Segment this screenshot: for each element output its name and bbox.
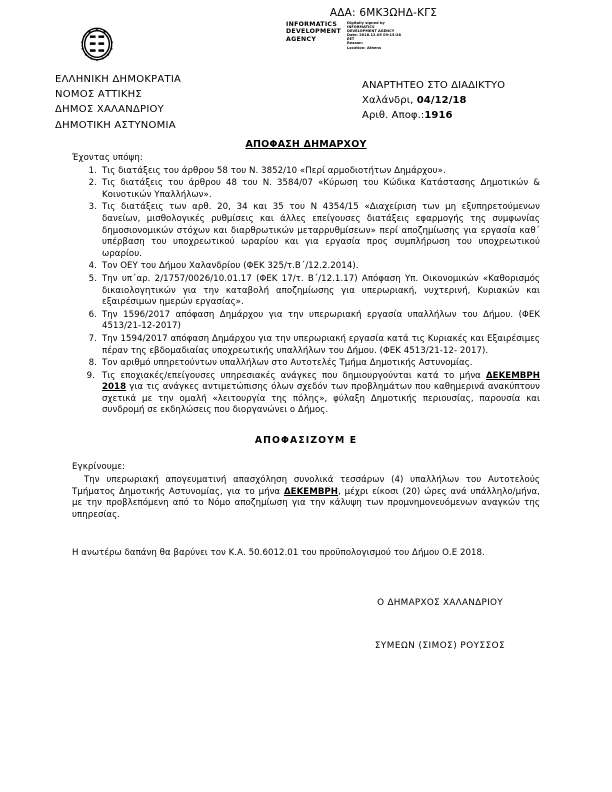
grounds-item-part1: Τις εποχιακές/επείγουσες υπηρεσιακές ανάγκες που δημιουργούνται κατά το μήνα [102, 370, 486, 381]
grounds-item: Την 1594/2017 απόφαση Δημάρχου για την υπερωριακή εργασία κατά τις Κυριακές και Εξαιρέσιμες πέραν της εβδομαδιαίας υποχρεωτικής υπαλλήλων του Δήμου. (ΦΕΚ 4513/21-12- 2017). [102, 333, 540, 356]
signature-line-6: Location: Athens [347, 45, 382, 50]
greek-coat-of-arms-icon [78, 24, 116, 64]
letterhead-line-municipality: ΔΗΜΟΣ ΧΑΛΑΝΔΡΙΟΥ [55, 104, 165, 116]
place-and-date [362, 93, 505, 108]
approve-lead: Εγκρίνουμε: [72, 461, 126, 472]
decision-body [72, 475, 540, 521]
decision-number-value: 1916 [424, 110, 453, 122]
signature-details [347, 21, 421, 50]
grounds-list [72, 166, 540, 417]
signature-line-4: EET [347, 37, 355, 42]
signer-role: Ο ΔΗΜΑΡΧΟΣ ΧΑΛΑΝΔΡΙΟΥ [377, 598, 503, 608]
document-meta [362, 78, 505, 124]
grounds-item-highlight-month: ΔΕΚΕΜΒΡΗ 2018 [102, 370, 540, 393]
digital-signature-stamp [286, 21, 421, 50]
signer-name: ΣΥΜΕΩΝ (ΣΙΜΟΣ) ΡΟΥΣΣΟΣ [374, 641, 506, 651]
document-body [72, 153, 540, 559]
grounds-item: Τις διατάξεις των αρθ. 20, 34 και 35 του Ν 4354/15 «Διαχείριση των μη εξυπηρετούμενων δανείων, μισθολογικές ρυθμίσεις και άλλες επείγουσες διατάξεις εφαρμογής της συμφωνίας δημοσιονομικών στόχων και διαρθρωτικών μεταρρυθμίσεων» περί αποζημίωσης για εργασία καθ´ υπέρβαση του υποχρεωτικού ωραρίου και για εργασία προς συμπλήρωση του υποχρεωτικού ωραρίου. [102, 202, 540, 259]
signature-line-3: Date: 2018.12.05 09:15:28 [347, 33, 401, 38]
signature-line-5: Reason: [347, 41, 364, 46]
grounds-item: Τον αριθμό υπηρετούντων υπαλλήλων στο Αυτοτελές Τμήμα Δημοτικής Αστυνομίας. [102, 358, 473, 369]
letterhead-line-country: ΕΛΛΗΝΙΚΗ ΔΗΜΟΚΡΑΤΙΑ [55, 74, 182, 85]
letterhead-line-prefecture: ΝΟΜΟΣ ΑΤΤΙΚΗΣ [55, 89, 142, 101]
grounds-item: Τον ΟΕΥ του Δήμου Χαλανδρίου (ΦΕΚ 325/τ.Β´/12.2.2014). [102, 261, 359, 272]
signature-line-0: Digitally signed by [347, 21, 385, 25]
grounds-item: Την υπ´αρ. 2/1757/0026/10.01.17 (ΦΕΚ 17/τ. Β´/12.1.17) Απόφαση Υπ. Οικονομικών «Καθορισμός δικαιολογητικών για την καταβολή αποζημίωσης για υπερωριακή, νυχτερινή, Κυριακών και εξαιρέσιμων ημερών εργασίας». [102, 273, 540, 308]
document-date: 04/12/18 [416, 95, 467, 107]
grounds-item [102, 371, 540, 417]
signature-agency-name: INFORMATICS DEVELOPMENT AGENCY [286, 21, 341, 43]
decision-body-part2: , μέχρι είκοσι (20) ώρες ανά υπάλληλο/μήνα, με την προβλεπόμενη από το Νόμο αποζημίωση για την κάλυψη των προμνημονευόμενων αναγκών της υπηρεσίας. [72, 486, 540, 521]
decision-number-label: Αριθ. Αποφ.: [362, 110, 425, 122]
decision-body-part1: Την υπερωριακή απογευματινή απασχόληση συνολικά τεσσάρων (4) υπαλλήλων του Αυτοτελούς Τμήματος Δημοτικής Αστυνομίας, για το μήνα [72, 475, 540, 497]
page-title [0, 139, 612, 150]
budget-statement: Η ανωτέρω δαπάνη θα βαρύνει τον Κ.Α. 50.6012.01 του προϋπολογισμού του Δήμου Ο.Ε 2018. [72, 547, 485, 558]
page-title-text: ΑΠΟΦΑΣΗ ΔΗΜΑΡΧΟΥ [245, 139, 367, 150]
grounds-item: Τις διατάξεις του άρθρου 48 του Ν. 3584/07 «Κύρωση του Κώδικα Κατάστασης Δημοτικών & Κοινοτικών Υπαλλήλων». [102, 178, 540, 200]
letterhead [55, 72, 181, 133]
grounds-item-part2: για τις ανάγκες αντιμετώπισης όλων σχεδόν των προβλημάτων που καθημερινά ανακύπτουν σχετικά με την ομαλή «λειτουργία της πόλης», φύλαξη Δημοτικής περιουσίας, παρουσία και συνδρομή σε εκδηλώσεις που διοργανώνει ο Δήμος. [102, 382, 540, 416]
decision-number-line [362, 108, 505, 123]
decision-highlight-month: ΔΕΚΕΜΒΡΗ [283, 486, 339, 497]
place-label: Χαλάνδρι, [362, 95, 414, 107]
signature-block [300, 598, 580, 651]
ada-code: ΑΔΑ: 6ΜΚ3ΩΗΔ-ΚΓΣ [329, 7, 438, 19]
grounds-item: Την 1596/2017 απόφαση Δημάρχου για την υπερωριακή εργασία υπαλλήλων του Δήμου. (ΦΕΚ 4513/21-12-2017) [102, 309, 540, 332]
letterhead-line-department: ΔΗΜΟΤΙΚΗ ΑΣΤΥΝΟΜΙΑ [55, 119, 176, 131]
decision-heading: ΑΠΟΦΑΣΙΖΟΥΜ Ε [254, 435, 358, 447]
preamble-lead: Έχοντας υπόψη: [72, 153, 143, 163]
signature-line-1: INFORMATICS [347, 25, 375, 30]
publication-status: ΑΝΑΡΤΗΤΕΟ ΣΤΟ ΔΙΑΔΙΚΤΥΟ [362, 80, 506, 91]
signature-line-2: DEVELOPMENT AGENCY [347, 29, 395, 34]
grounds-item: Τις διατάξεις του άρθρου 58 του Ν. 3852/10 «Περί αρμοδιοτήτων Δημάρχου». [102, 165, 446, 176]
